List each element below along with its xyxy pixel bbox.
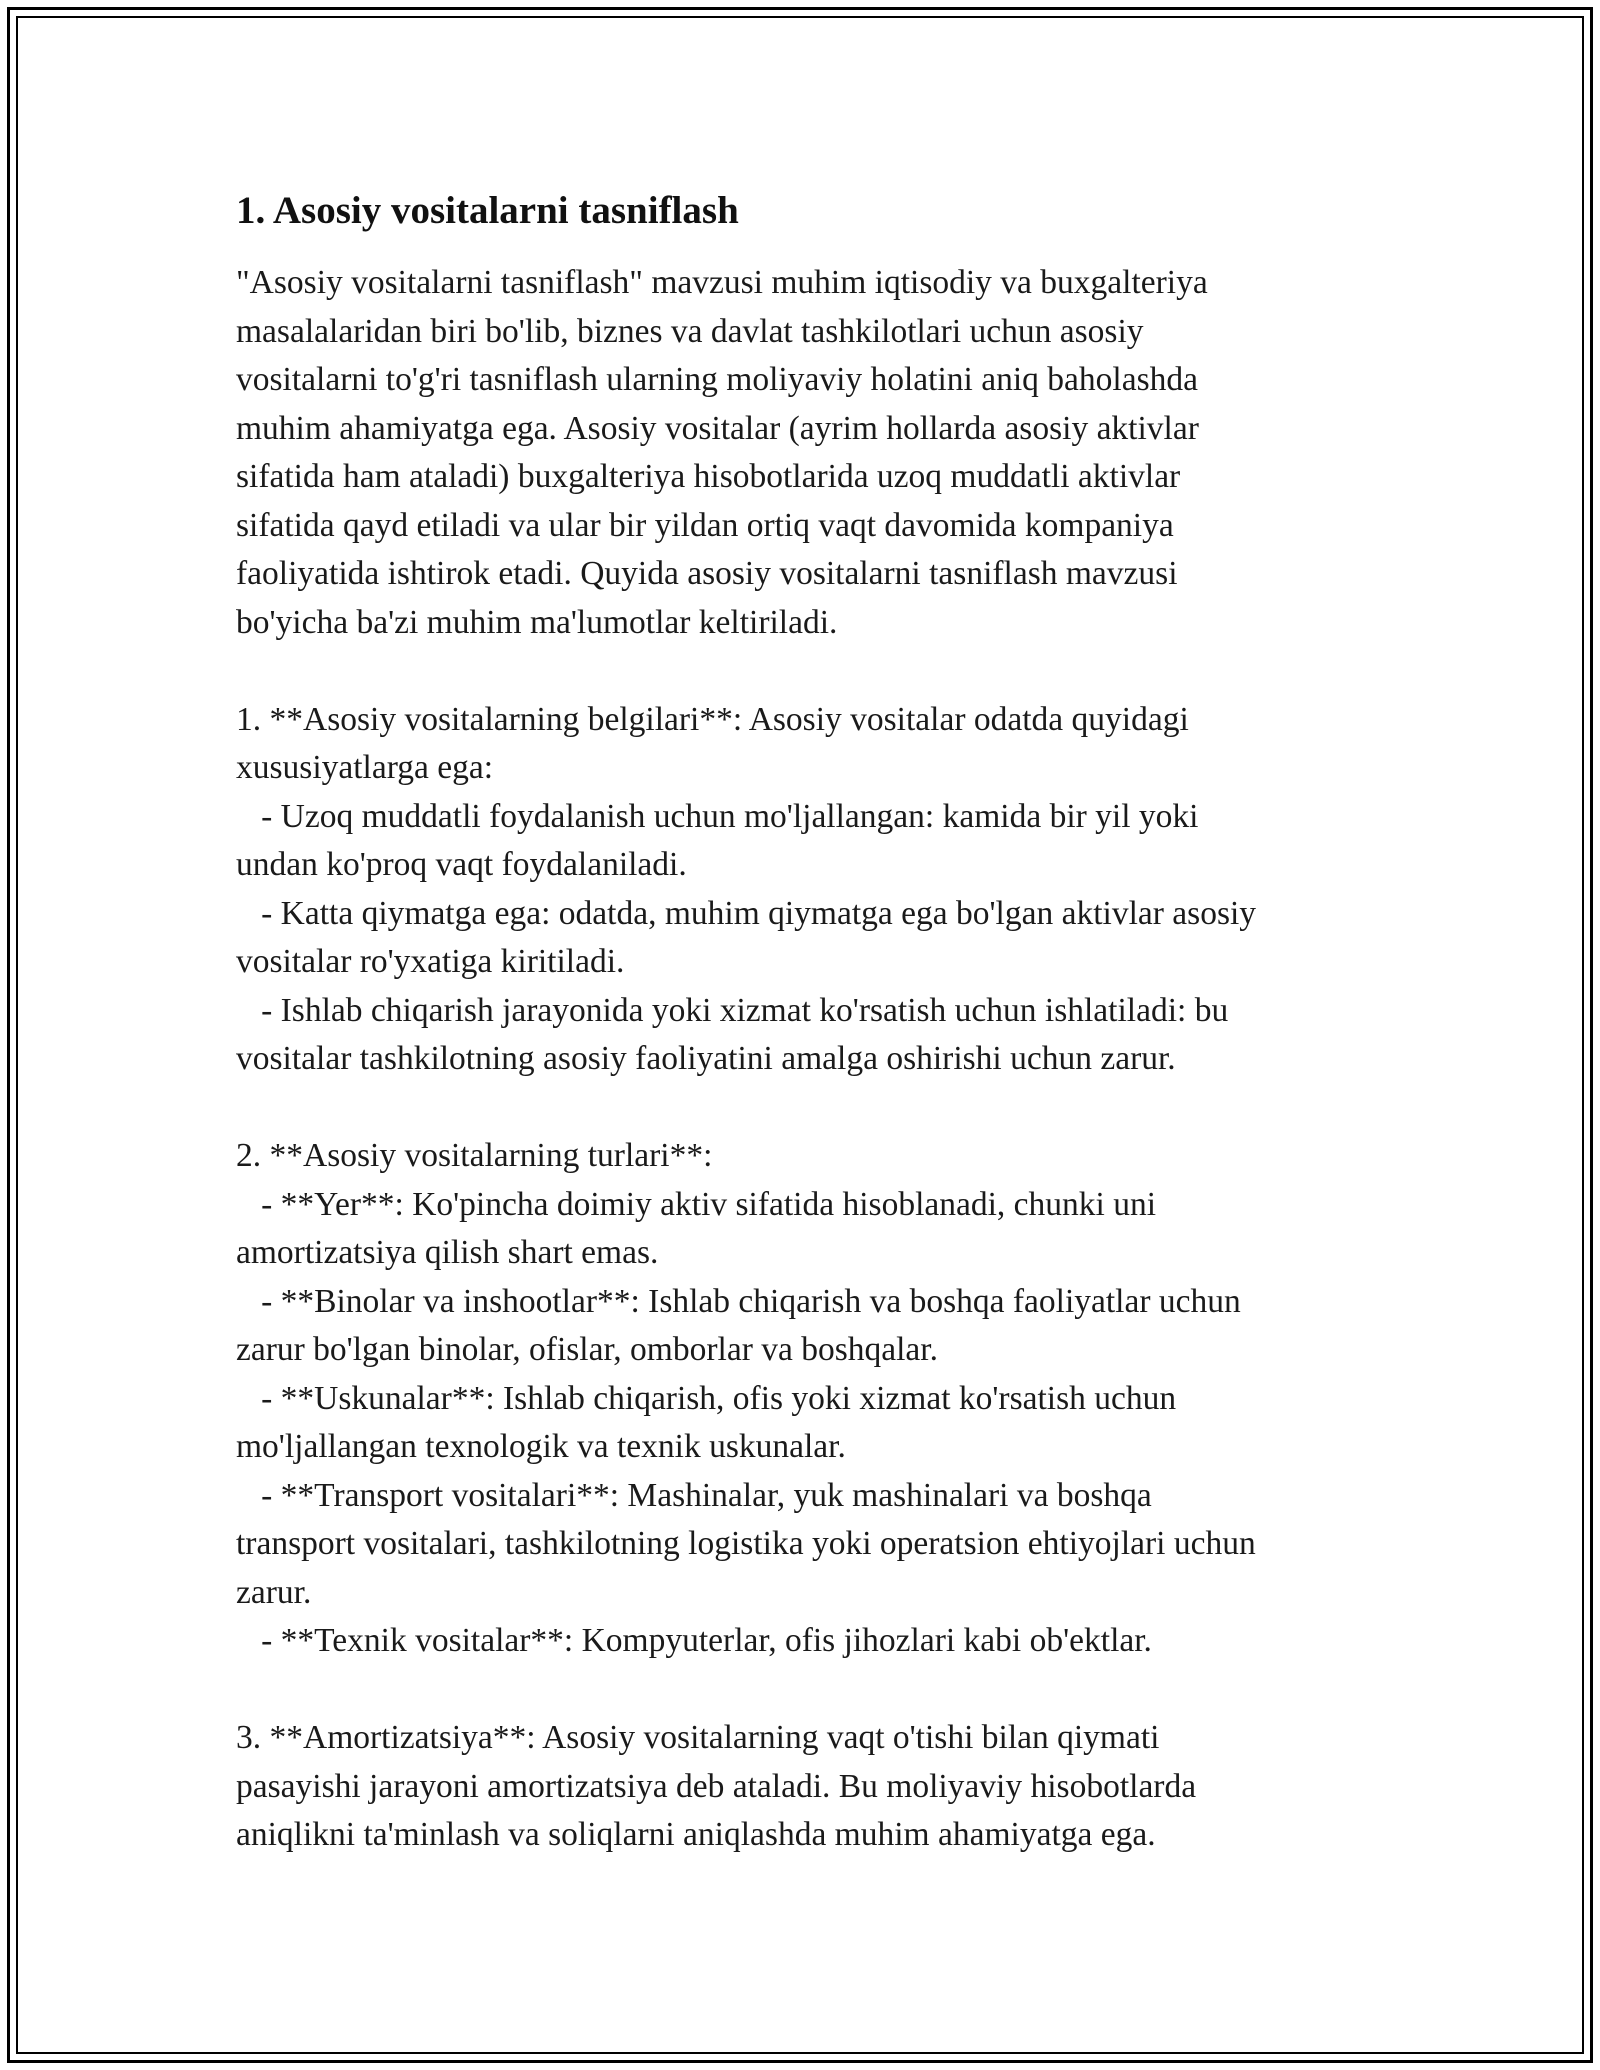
body-text: "Asosiy vositalarni tasniflash" mavzusi muhim iqtisodiy va buxgalteriya masalalaridan biri bo'lib, biznes va davlat tashkilotlari uchun asosiy vositalarni to'g'ri tasniflash ularning moliyaviy holatini aniq baholashda muhim ahamiyatga ega. Asosiy vositalar (ayrim hollarda asosiy aktivlar sifatida ham ataladi) buxgalteriya hisobotlarida uzoq muddatli aktivlar sifatida qayd etiladi va ular bir yildan ortiq vaqt davomida kompaniya faoliyatida ishtirok etadi. Quyida asosiy vositalarni tasniflash mavzusi bo'yicha ba'zi muhim ma'lumotlar keltiriladi. 1. **Asosiy vositalarning belgilari**: Asosiy vositalar odatda quyidagi xususiyatlarga ega: - Uzoq muddatli foydalanish uchun mo'ljallangan: kamida bir yil yoki undan ko'proq vaqt foydalaniladi. - Katta qiymatga ega: odatda, muhim qiymatga ega bo'lgan aktivlar asosiy vositalar ro'yxatiga kiritiladi. - Ishlab chiqarish jarayonida yoki xizmat ko'rsatish uchun ishlatiladi: bu vositalar tashkilotning asosiy faoliyatini amalga oshirishi uchun zarur. 2. **Asosiy vositalarning turlari**: - **Yer**: Ko'pincha doimiy aktiv sifatida hisoblanadi, chunki uni amortizatsiya qilish shart emas. - **Binolar va inshootlar**: Ishlab chiqarish va boshqa faoliyatlar uchun zarur bo'lgan binolar, ofislar, omborlar va boshqalar. - **Uskunalar**: Ishlab chiqarish, ofis yoki xizmat ko'rsatish uchun mo'ljallangan texnologik va texnik uskunalar. - **Transport vositalari**: Mashinalar, yuk mashinalari va boshqa transport vositalari, tashkilotning logistika yoki operatsion ehtiyojlari uchun zarur. - **Texnik vositalar**: Kompyuterlar, ofis jihozlari kabi ob'ektlar. 3. **Amortizatsiya**: Asosiy vositalarning vaqt o'tishi bilan qiymati pasayishi jarayoni amortizatsiya deb ataladi. Bu moliyaviy hisobotlarda aniqlikni ta'minlash va soliqlarni aniqlashda muhim ahamiyatga ega.: [236, 264, 1257, 1853]
page-title: 1. Asosiy vositalarni tasniflash: [236, 189, 739, 232]
document-content: [236, 185, 1366, 1860]
